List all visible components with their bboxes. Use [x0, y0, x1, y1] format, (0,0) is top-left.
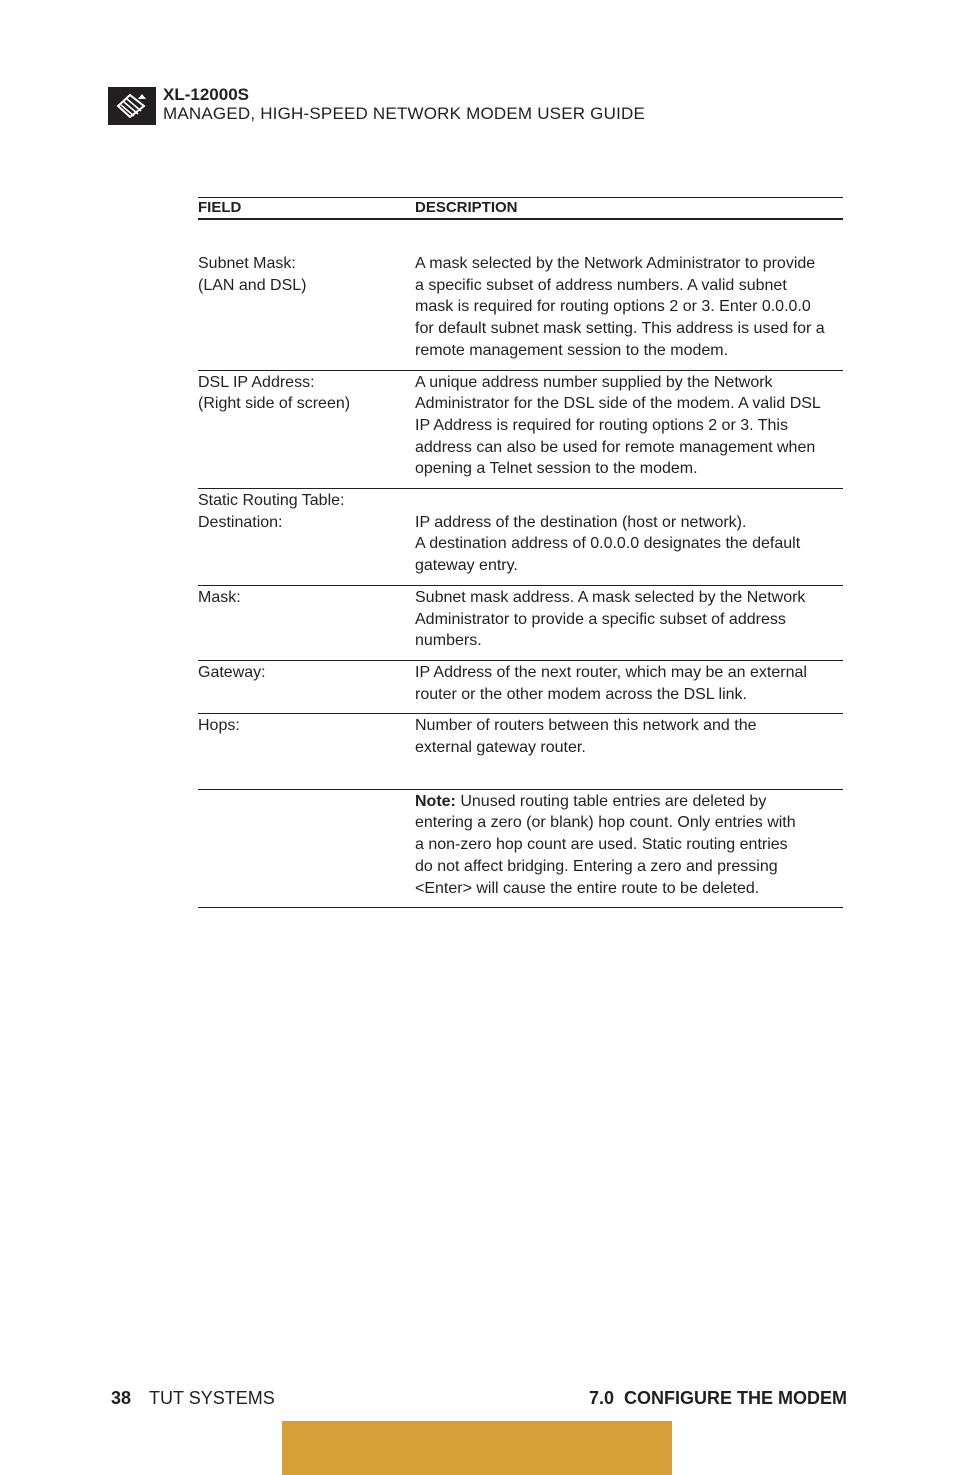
- table-row: [198, 713, 843, 788]
- note-line: entering a zero (or blank) hop count. Only entries with: [415, 814, 796, 832]
- description-line: A mask selected by the Network Administrator to provide: [415, 255, 816, 272]
- description-line: Subnet mask address. A mask selected by the Network: [415, 588, 806, 606]
- field-name: Subnet Mask:: [198, 255, 296, 272]
- section-label: Static Routing Table:: [198, 492, 345, 510]
- section-number: 7.0: [588, 1388, 614, 1408]
- field-name: Destination:: [198, 513, 283, 531]
- description-cell: [415, 253, 845, 362]
- product-model: XL-12000S: [163, 85, 249, 104]
- note-line: [415, 791, 845, 813]
- field-cell: [198, 490, 408, 533]
- description-line: mask is required for routing options 2 or 3. Enter 0.0.0.0: [415, 298, 811, 316]
- company-logo: [108, 87, 156, 125]
- field-column-header: FIELD: [198, 199, 242, 216]
- accent-bar: [282, 1421, 672, 1475]
- description-line: IP address of the destination (host or network).: [415, 513, 747, 531]
- description-cell: [415, 662, 845, 705]
- description-line: external gateway router.: [415, 739, 586, 757]
- footer-left: [111, 1387, 275, 1409]
- field-name: Hops:: [198, 717, 240, 735]
- note-cell: [415, 791, 845, 900]
- description-line: remote management session to the modem.: [415, 341, 729, 359]
- description-line: Administrator for the DSL side of the modem. A valid DSL: [415, 395, 821, 413]
- description-line: A unique address number supplied by the Network: [415, 373, 773, 391]
- description-line: a specific subset of address numbers. A valid subnet: [415, 276, 787, 294]
- field-name: Mask:: [198, 588, 241, 606]
- field-name: DSL IP Address:: [198, 373, 315, 391]
- description-line: router or the other modem across the DSL link.: [415, 685, 747, 703]
- description-line: numbers.: [415, 632, 482, 650]
- description-line: gateway entry.: [415, 557, 518, 575]
- page-number: 38: [111, 1388, 132, 1408]
- table-header: [198, 197, 843, 220]
- footer-section: [589, 1387, 847, 1409]
- table-row: [198, 488, 843, 585]
- description-line: A destination address of 0.0.0.0 designates the default: [415, 535, 801, 553]
- description-line: for default subnet mask setting. This address is used for a: [415, 320, 825, 338]
- note-line: a non-zero hop count are used. Static routing entries: [415, 836, 788, 854]
- description-cell: [415, 715, 845, 758]
- description-line: opening a Telnet session to the modem.: [415, 460, 698, 478]
- field-qualifier: (LAN and DSL): [198, 276, 307, 294]
- table-row: [198, 253, 843, 370]
- description-cell: [415, 372, 845, 481]
- table-row: [198, 585, 843, 660]
- field-cell: [198, 662, 408, 684]
- note-line: do not affect bridging. Entering a zero and pressing: [415, 857, 778, 875]
- note-text: Unused routing table entries are deleted by: [455, 792, 767, 810]
- note-line: <Enter> will cause the entire route to be deleted.: [415, 879, 760, 897]
- field-cell: [198, 372, 408, 415]
- description-line: IP Address of the next router, which may be an external: [415, 663, 807, 681]
- field-description-table: [198, 197, 843, 908]
- table-row: [198, 660, 843, 713]
- note-row: [198, 789, 843, 909]
- description-line: Administrator to provide a specific subset of address: [415, 610, 786, 628]
- table-row: [198, 370, 843, 489]
- field-cell: [198, 587, 408, 609]
- tut-systems-logo-icon: [108, 87, 156, 125]
- description-line: Number of routers between this network and the: [415, 717, 757, 735]
- field-cell: [198, 253, 408, 296]
- description-cell: [415, 587, 845, 652]
- note-label: Note:: [415, 792, 456, 810]
- field-qualifier: (Right side of screen): [198, 395, 351, 413]
- field-name: Gateway:: [198, 663, 266, 681]
- description-line: IP Address is required for routing options 2 or 3. This: [415, 416, 788, 434]
- field-cell: [198, 715, 408, 737]
- guide-title: MANAGED, HIGH-SPEED NETWORK MODEM USER GUIDE: [163, 104, 646, 123]
- description-cell: [415, 490, 845, 577]
- section-title: CONFIGURE THE MODEM: [624, 1388, 847, 1408]
- company-name: TUT SYSTEMS: [149, 1388, 275, 1408]
- description-column-header: DESCRIPTION: [415, 199, 518, 216]
- description-line: address can also be used for remote management when: [415, 438, 816, 456]
